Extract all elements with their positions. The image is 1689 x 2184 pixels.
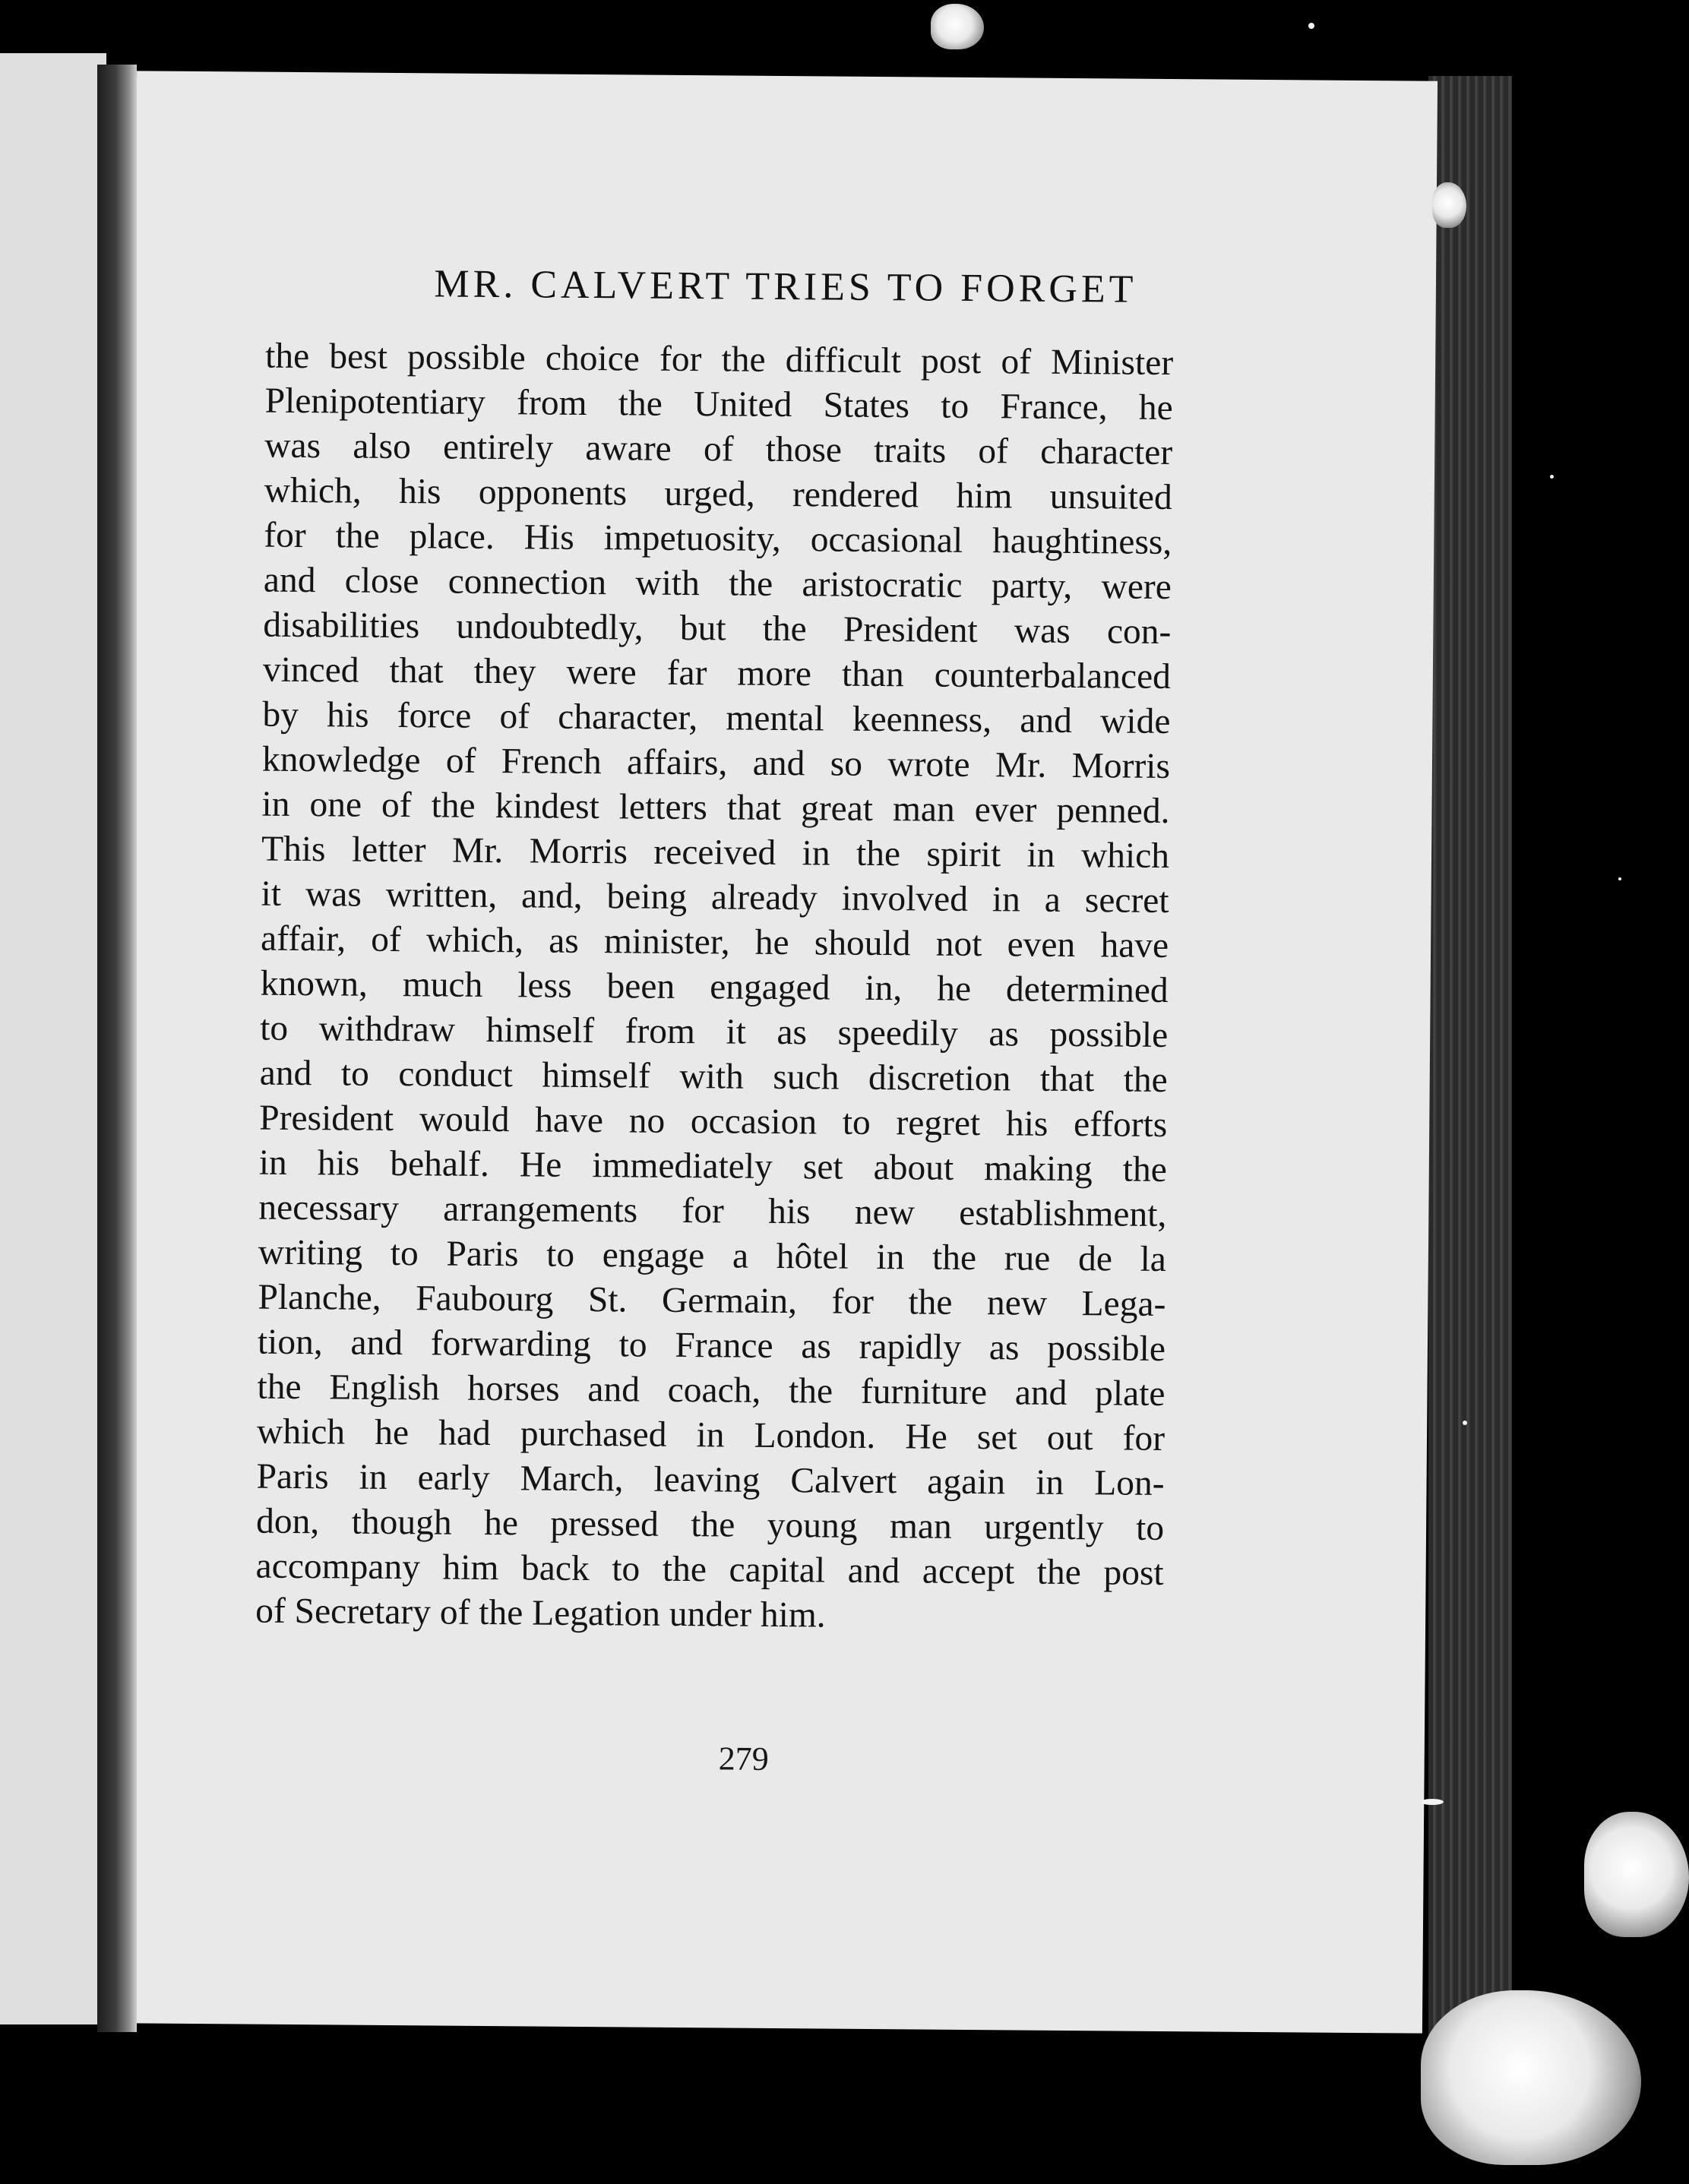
text-line: and close connection with the aristocratic party, were — [263, 560, 1172, 608]
text-line: in one of the kindest letters that great man ever penned. — [261, 784, 1170, 832]
text-line: knowledge of French affairs, and so wrote Mr. Morris — [261, 739, 1171, 787]
text-line: necessary arrangements for his new establishment, — [258, 1187, 1167, 1235]
text-line: Planche, Faubourg St. Germain, for the new Lega- — [258, 1277, 1166, 1325]
text-line: to withdraw himself from it as speedily as possible — [260, 1008, 1169, 1056]
dust-speck — [1550, 475, 1554, 479]
text-line: affair, of which, as minister, he should not even have — [260, 918, 1169, 966]
dust-blot — [1432, 182, 1466, 228]
text-line: vinced that they were far more than counterbalanced — [262, 650, 1172, 697]
dust-blot — [931, 4, 984, 49]
text-line: by his force of character, mental keenness, and wide — [262, 694, 1171, 742]
dust-blot — [1421, 1990, 1641, 2165]
text-line: was also entirely aware of those traits of character — [264, 425, 1173, 473]
text-line: which he had purchased in London. He set out for — [256, 1411, 1166, 1459]
dust-speck — [1308, 23, 1314, 29]
text-line: This letter Mr. Morris received in the spirit in which — [261, 829, 1170, 877]
text-line: the English horses and coach, the furniture and plate — [257, 1367, 1166, 1414]
text-line: disabilities undoubtedly, but the President was con- — [263, 605, 1172, 653]
text-line: Plenipotentiary from the United States to France, he — [264, 381, 1173, 428]
dust-blot — [1584, 1812, 1689, 1937]
dust-speck — [1618, 877, 1621, 880]
text-line: for the place. His impetuosity, occasional haughtiness, — [264, 515, 1172, 563]
text-line: the best possible choice for the difficult post of Minister — [264, 336, 1174, 384]
dust-speck — [1463, 1421, 1467, 1425]
text-line: known, much less been engaged in, he determined — [260, 963, 1169, 1011]
text-line: which, his opponents urged, rendered him unsuited — [264, 470, 1172, 518]
body-text — [255, 334, 1173, 1641]
facing-page-edge — [0, 53, 106, 2024]
text-line: accompany him back to the capital and accept the post — [255, 1546, 1164, 1593]
book-page — [122, 71, 1438, 2033]
text-line: it was written, and, being already involved in a secret — [261, 874, 1169, 921]
text-line: in his behalf. He immediately set about making the — [258, 1143, 1168, 1190]
page-number: 279 — [718, 1740, 769, 1778]
text-line: of Secretary of the Legation under him. — [255, 1591, 826, 1636]
text-line: tion, and forwarding to France as rapidly as possible — [257, 1322, 1166, 1370]
dust-speck — [1421, 1799, 1444, 1805]
text-line: Paris in early March, leaving Calvert again in Lon- — [256, 1456, 1165, 1503]
running-head: MR. CALVERT TRIES TO FORGET — [434, 262, 1137, 311]
page-block-edges — [1428, 76, 1512, 2051]
text-line: and to conduct himself with such discretion that the — [259, 1053, 1168, 1101]
text-line: President would have no occasion to regret his efforts — [259, 1098, 1168, 1146]
binding-gutter — [97, 65, 137, 2032]
text-line: writing to Paris to engage a hôtel in the rue de la — [258, 1232, 1167, 1280]
text-line: don, though he pressed the young man urgently to — [255, 1501, 1165, 1548]
